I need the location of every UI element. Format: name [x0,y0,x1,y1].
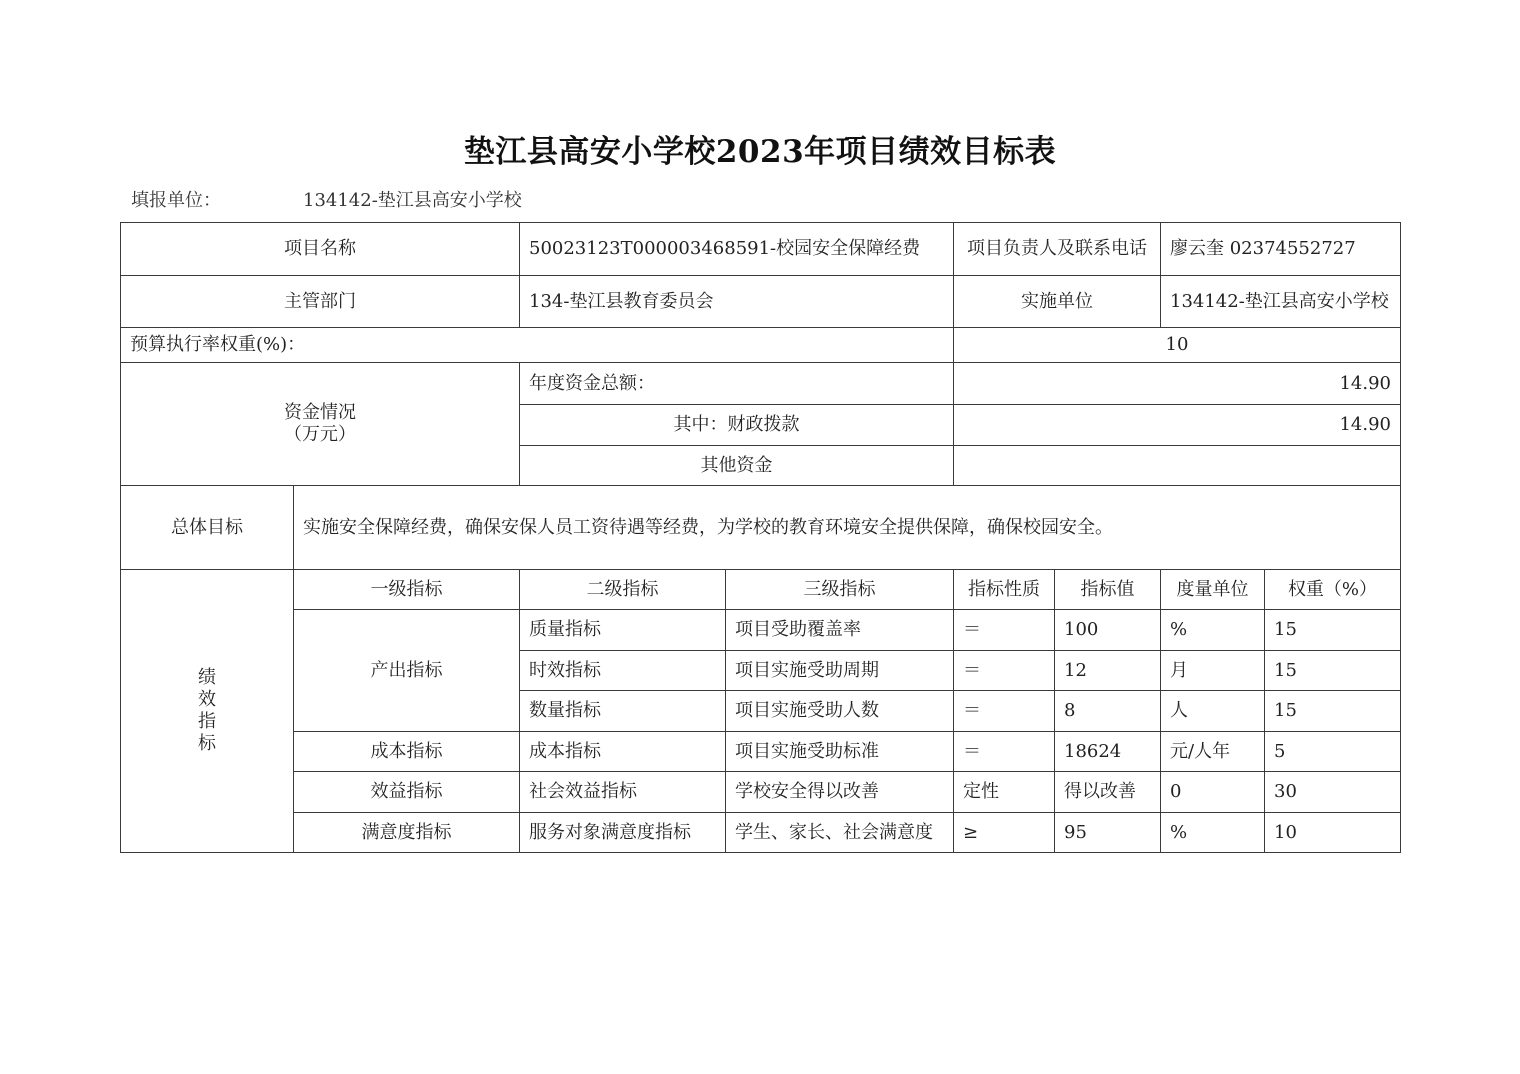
row-budget-weight [121,328,1401,363]
budget-weight-value: 10 [954,328,1401,363]
weight-cell: 5 [1265,732,1401,772]
fill-unit-value: 134142-垫江县高安小学校 [303,190,522,211]
weight-cell: 10 [1265,813,1401,853]
funds-other-label: 其他资金 [520,446,954,486]
unit-cell: % [1161,610,1265,651]
table-row [121,772,1401,813]
indicator-header-row [121,570,1401,610]
unit-cell: 0 [1161,772,1265,813]
header-value: 指标值 [1055,570,1161,610]
budget-weight-label: 预算执行率权重(%)： [121,328,954,363]
header-unit: 度量单位 [1161,570,1265,610]
performance-table [120,222,1401,853]
goal-text: 实施安全保障经费，确保安保人员工资待遇等经费，为学校的教育环境安全提供保障，确保校园安全。 [294,486,1401,570]
level3-cell: 项目实施受助人数 [726,691,954,732]
level2-cell: 成本指标 [520,732,726,772]
funds-label: 资金情况 [284,402,356,423]
nature-cell: ＝ [954,691,1055,732]
value-cell: 95 [1055,813,1161,853]
level3-cell: 项目实施受助周期 [726,651,954,691]
level1-cost: 成本指标 [294,732,520,772]
row-dept [121,276,1401,328]
table-row [121,813,1401,853]
level2-cell: 质量指标 [520,610,726,651]
nature-cell: ＝ [954,610,1055,651]
indicator-section-char: 效 [198,689,216,710]
indicator-section-char: 标 [198,733,216,754]
row-funds-total [121,363,1401,405]
level3-cell: 学生、家长、社会满意度 [726,813,954,853]
row-project-name [121,223,1401,276]
fill-unit-row [131,186,522,212]
header-level1: 一级指标 [294,570,520,610]
weight-cell: 15 [1265,651,1401,691]
value-cell: 8 [1055,691,1161,732]
leader-label: 项目负责人及联系电话 [954,223,1161,276]
impl-label: 实施单位 [954,276,1161,328]
table-row [121,732,1401,772]
nature-cell: ≥ [954,813,1055,853]
indicator-section-char: 绩 [198,667,216,688]
row-goal [121,486,1401,570]
weight-cell: 15 [1265,691,1401,732]
value-cell: 100 [1055,610,1161,651]
nature-cell: ＝ [954,732,1055,772]
value-cell: 18624 [1055,732,1161,772]
funds-total-label: 年度资金总额： [520,363,954,405]
funds-label-cell [121,363,520,486]
weight-cell: 30 [1265,772,1401,813]
funds-unit: （万元） [284,424,356,445]
header-level2: 二级指标 [520,570,726,610]
fill-unit-label: 填报单位： [131,190,221,211]
header-level3: 三级指标 [726,570,954,610]
funds-total-value: 14.90 [954,363,1401,405]
level3-cell: 学校安全得以改善 [726,772,954,813]
level3-cell: 项目实施受助标准 [726,732,954,772]
nature-cell: 定性 [954,772,1055,813]
funds-fiscal-label: 其中：财政拨款 [520,405,954,446]
indicator-section-label [121,570,294,853]
page-title: 垫江县高安小学校2023年项目绩效目标表 [463,134,1057,170]
unit-cell: 月 [1161,651,1265,691]
weight-cell: 15 [1265,610,1401,651]
indicator-section-char: 指 [198,711,216,732]
value-cell: 得以改善 [1055,772,1161,813]
leader-value: 廖云奎 02374552727 [1161,223,1401,276]
level2-cell: 服务对象满意度指标 [520,813,726,853]
level1-satisfaction: 满意度指标 [294,813,520,853]
level1-benefit: 效益指标 [294,772,520,813]
dept-value: 134-垫江县教育委员会 [520,276,954,328]
unit-cell: 元/人年 [1161,732,1265,772]
nature-cell: ＝ [954,651,1055,691]
level2-cell: 数量指标 [520,691,726,732]
goal-label: 总体目标 [121,486,294,570]
unit-cell: % [1161,813,1265,853]
project-name-label: 项目名称 [121,223,520,276]
level1-output: 产出指标 [294,610,520,732]
unit-cell: 人 [1161,691,1265,732]
project-name-value: 50023123T000003468591-校园安全保障经费 [520,223,954,276]
level2-cell: 社会效益指标 [520,772,726,813]
funds-other-value [954,446,1401,486]
value-cell: 12 [1055,651,1161,691]
level2-cell: 时效指标 [520,651,726,691]
funds-fiscal-value: 14.90 [954,405,1401,446]
level3-cell: 项目受助覆盖率 [726,610,954,651]
header-nature: 指标性质 [954,570,1055,610]
table-row [121,610,1401,651]
header-weight: 权重（%） [1265,570,1401,610]
impl-value: 134142-垫江县高安小学校 [1161,276,1401,328]
dept-label: 主管部门 [121,276,520,328]
